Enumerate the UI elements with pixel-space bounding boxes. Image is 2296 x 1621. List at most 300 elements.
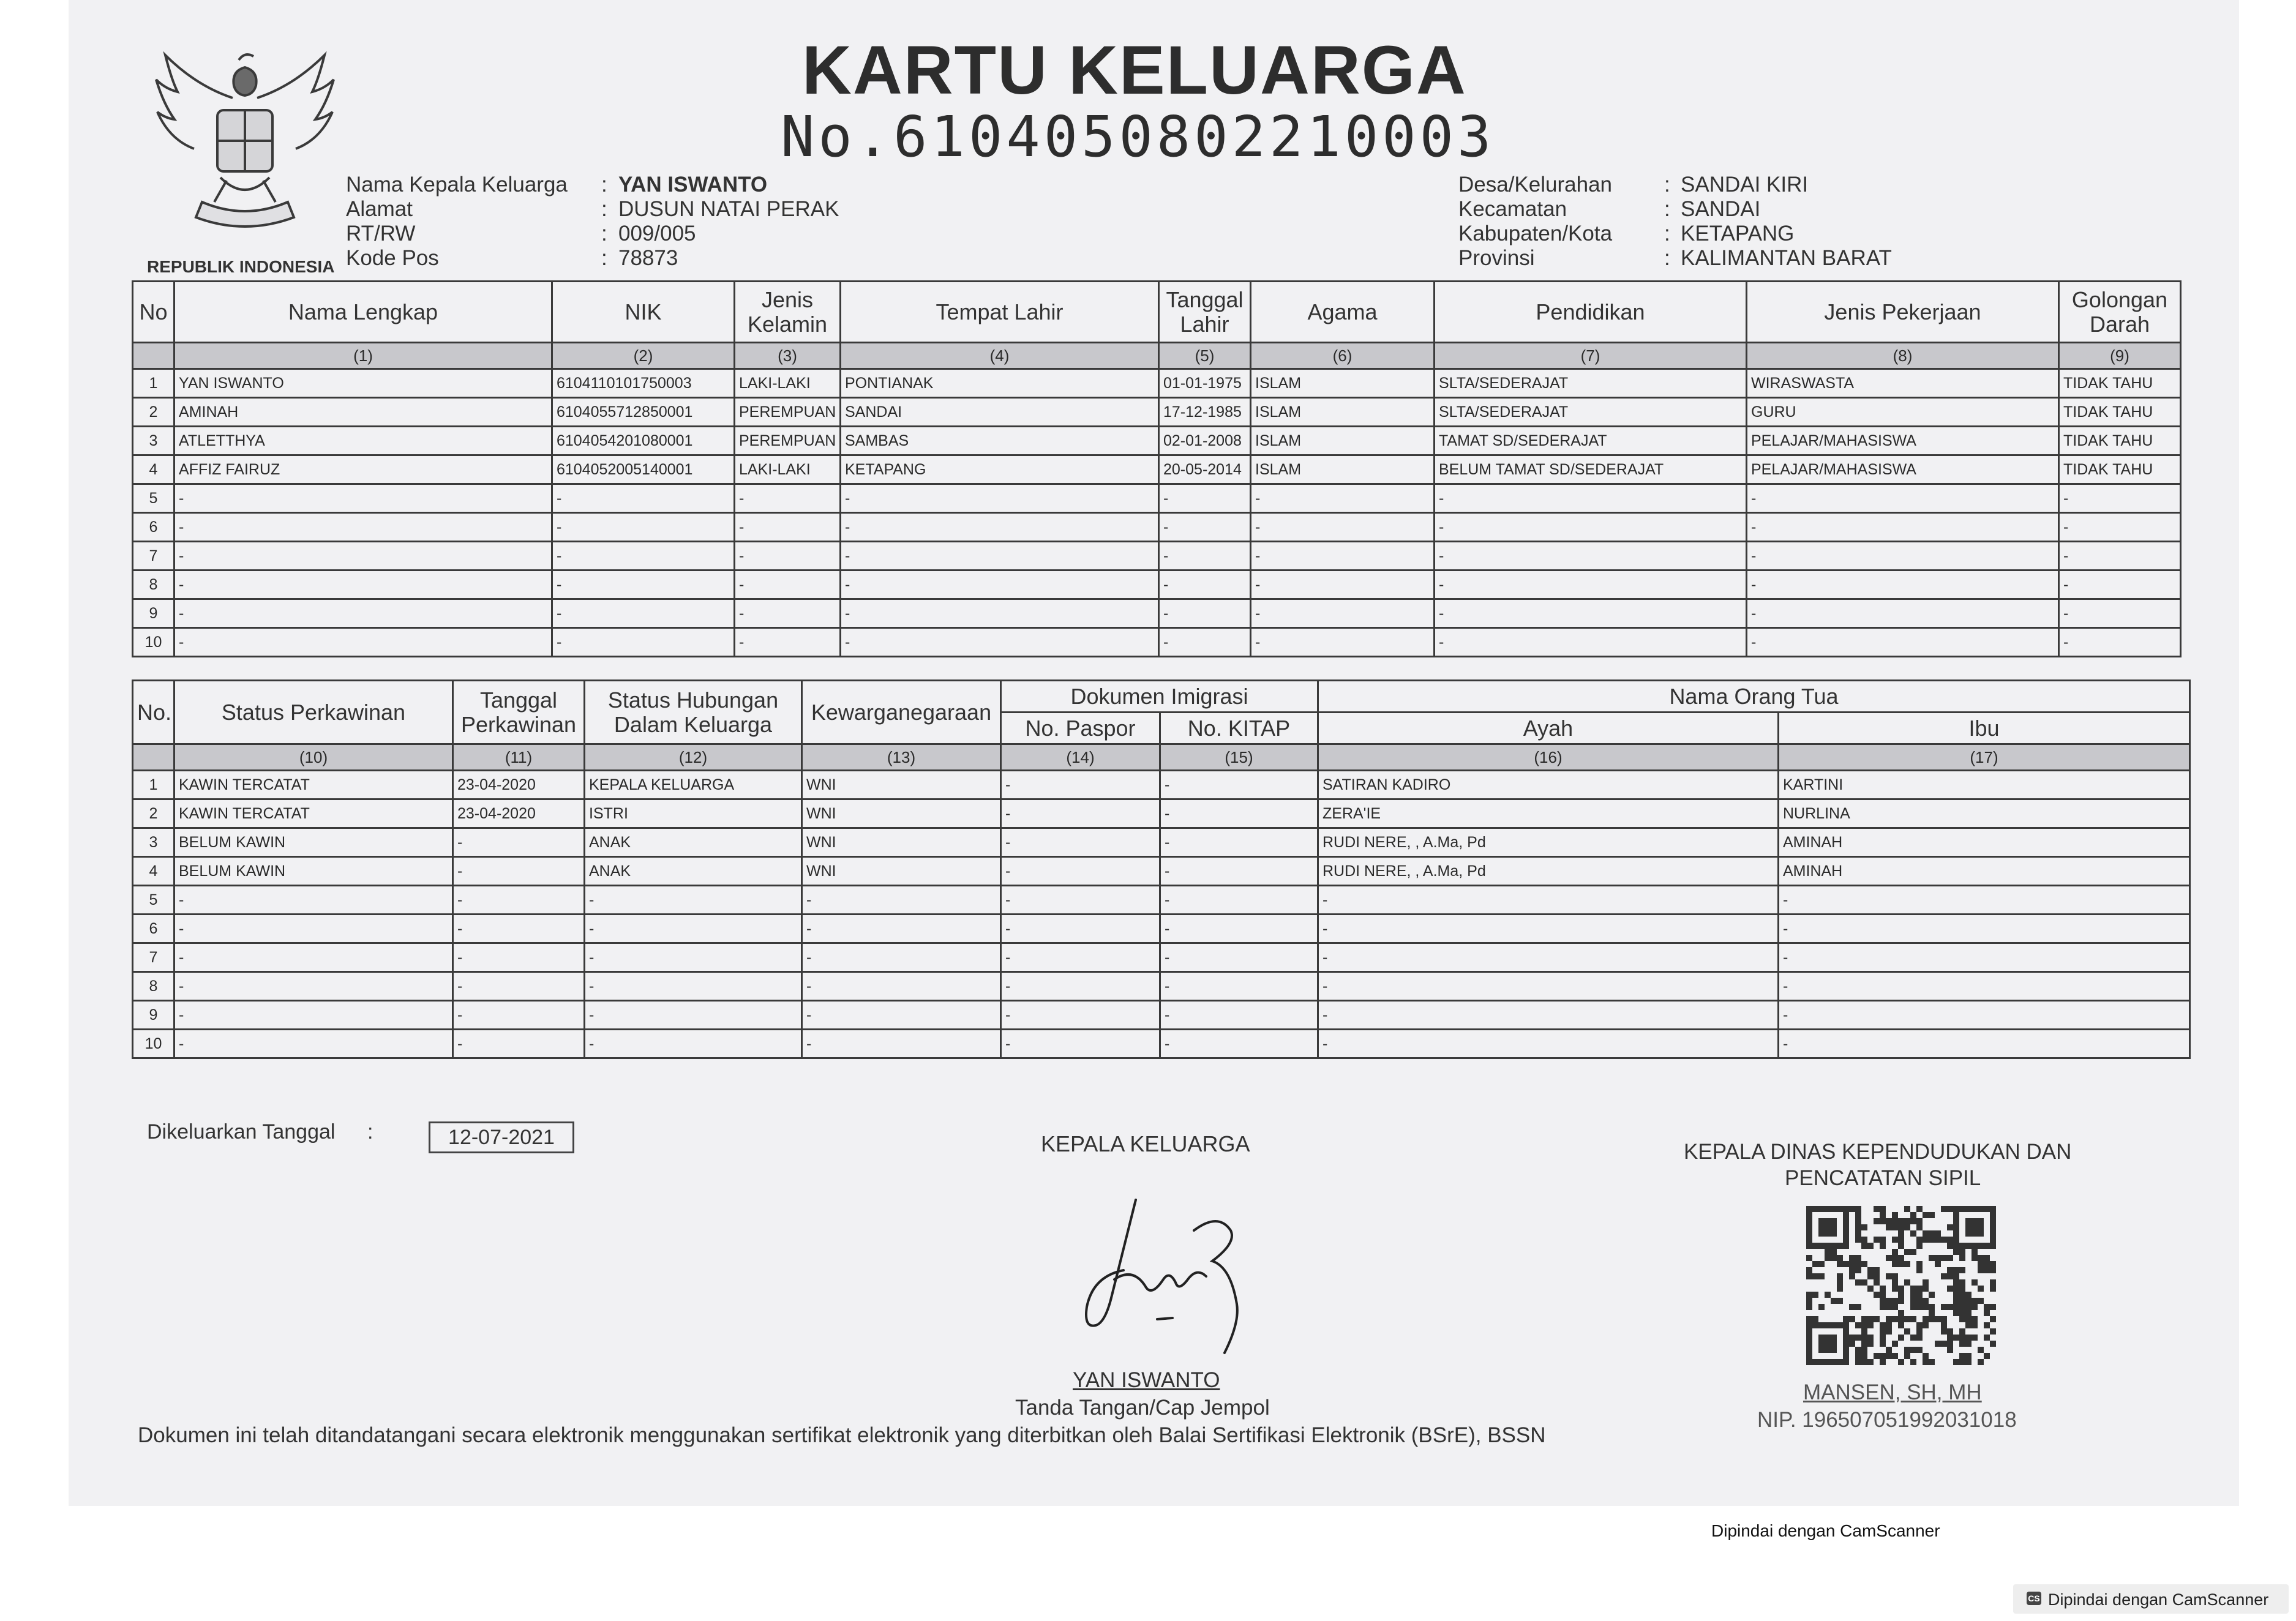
table-cell: - xyxy=(585,886,802,915)
row-number: 8 xyxy=(133,972,174,1001)
table-row xyxy=(133,599,2181,628)
table-cell: - xyxy=(735,542,841,571)
issued-label: Dikeluarkan Tanggal xyxy=(147,1120,336,1144)
table-cell: - xyxy=(1159,599,1251,628)
table-cell: - xyxy=(1435,628,1747,657)
table-cell: RUDI NERE, , A.Ma, Pd xyxy=(1318,857,1779,886)
table-cell: - xyxy=(1779,915,2190,943)
table-cell: - xyxy=(1435,484,1747,513)
table-cell: - xyxy=(174,886,453,915)
header-colon: : xyxy=(601,222,607,245)
table-cell: - xyxy=(1435,571,1747,599)
column-number: (7) xyxy=(1435,343,1747,369)
signature-icon xyxy=(1047,1194,1255,1359)
issued-date: 12-07-2021 xyxy=(429,1121,574,1153)
table-cell: - xyxy=(802,915,1001,943)
table-cell: 01-01-1975 xyxy=(1159,369,1251,398)
table2-header-row xyxy=(133,681,2190,713)
column-header: Kewarganegaraan xyxy=(802,681,1001,744)
table-row xyxy=(133,1030,2190,1058)
table-cell: PEREMPUAN xyxy=(735,398,841,427)
table-cell: TIDAK TAHU xyxy=(2059,369,2181,398)
table-cell: - xyxy=(453,972,585,1001)
official-title: PENCATATAN SIPIL xyxy=(1785,1166,1981,1190)
table-cell: ISTRI xyxy=(585,799,802,828)
header-label-kabupaten: Kabupaten/Kota xyxy=(1458,222,1613,245)
table-cell: - xyxy=(174,1030,453,1058)
table-cell: - xyxy=(1318,915,1779,943)
column-number: (9) xyxy=(2059,343,2181,369)
table-cell: - xyxy=(1251,484,1435,513)
column-header: Nama Orang Tua xyxy=(1318,681,2190,713)
header-label-kepala: Nama Kepala Keluarga xyxy=(346,173,568,197)
table-cell: - xyxy=(453,886,585,915)
table-cell: TIDAK TAHU xyxy=(2059,427,2181,455)
header-label-kodepos: Kode Pos xyxy=(346,246,439,270)
table-row xyxy=(133,542,2181,571)
table-cell: - xyxy=(1251,513,1435,542)
table-cell: - xyxy=(1251,571,1435,599)
column-header: Ibu xyxy=(1779,713,2190,744)
column-number: (17) xyxy=(1779,744,2190,771)
table-cell: - xyxy=(1001,886,1160,915)
table-cell: AMINAH xyxy=(1779,857,2190,886)
table-cell: - xyxy=(1160,972,1318,1001)
table-cell: - xyxy=(2059,628,2181,657)
table-row xyxy=(133,571,2181,599)
table-cell: - xyxy=(2059,542,2181,571)
table-cell: - xyxy=(1160,1030,1318,1058)
table-cell: - xyxy=(1159,571,1251,599)
header-colon: : xyxy=(1664,197,1670,221)
table-cell: - xyxy=(735,599,841,628)
column-number: (11) xyxy=(453,744,585,771)
column-header: Nama Lengkap xyxy=(174,282,552,343)
issued-colon: : xyxy=(367,1120,373,1144)
table-row xyxy=(133,857,2190,886)
header-colon: : xyxy=(1664,173,1670,197)
table-cell: RUDI NERE, , A.Ma, Pd xyxy=(1318,828,1779,857)
table-cell: ISLAM xyxy=(1251,427,1435,455)
table-cell: PELAJAR/MAHASISWA xyxy=(1747,427,2059,455)
table-cell: - xyxy=(735,628,841,657)
table-row xyxy=(133,484,2181,513)
table-cell: - xyxy=(1001,915,1160,943)
table-cell: - xyxy=(2059,571,2181,599)
table-cell: - xyxy=(1160,857,1318,886)
row-number: 3 xyxy=(133,427,174,455)
table-cell: - xyxy=(1001,972,1160,1001)
table-cell: - xyxy=(1001,799,1160,828)
family-head-name: YAN ISWANTO xyxy=(1073,1368,1220,1392)
table-cell: LAKI-LAKI xyxy=(735,369,841,398)
table-cell: - xyxy=(2059,513,2181,542)
table-cell: - xyxy=(552,599,735,628)
table-cell: - xyxy=(1159,542,1251,571)
header-colon: : xyxy=(601,173,607,197)
table-cell: - xyxy=(174,1001,453,1030)
column-number xyxy=(133,343,174,369)
table-cell: - xyxy=(1747,542,2059,571)
row-number: 3 xyxy=(133,828,174,857)
column-header: Status Perkawinan xyxy=(174,681,453,744)
table-cell: - xyxy=(1435,542,1747,571)
table-cell: - xyxy=(1318,1001,1779,1030)
signature-caption: Tanda Tangan/Cap Jempol xyxy=(1015,1396,1270,1420)
header-label-provinsi: Provinsi xyxy=(1458,246,1535,270)
table-cell: ANAK xyxy=(585,857,802,886)
header-colon: : xyxy=(1664,246,1670,270)
header-colon: : xyxy=(601,197,607,221)
header-value-desa: SANDAI KIRI xyxy=(1681,173,1809,197)
column-number: (13) xyxy=(802,744,1001,771)
table-cell: - xyxy=(1747,513,2059,542)
row-number: 4 xyxy=(133,455,174,484)
table-cell: - xyxy=(453,943,585,972)
row-number: 5 xyxy=(133,886,174,915)
row-number: 4 xyxy=(133,857,174,886)
table-cell: KAWIN TERCATAT xyxy=(174,771,453,799)
table-cell: - xyxy=(2059,484,2181,513)
table-cell: - xyxy=(552,513,735,542)
table-cell: - xyxy=(453,915,585,943)
table-cell: ZERA'IE xyxy=(1318,799,1779,828)
table-cell: - xyxy=(585,972,802,1001)
table-cell: - xyxy=(1160,828,1318,857)
column-header: No. xyxy=(133,681,174,744)
column-number: (3) xyxy=(735,343,841,369)
row-number: 5 xyxy=(133,484,174,513)
column-number: (10) xyxy=(174,744,453,771)
camscanner-icon: CS xyxy=(2027,1592,2041,1605)
header-value-provinsi: KALIMANTAN BARAT xyxy=(1681,246,1892,270)
column-number: (5) xyxy=(1159,343,1251,369)
table-cell: - xyxy=(552,571,735,599)
column-header: Golongan Darah xyxy=(2059,282,2181,343)
table-cell: - xyxy=(1318,1030,1779,1058)
table-cell: - xyxy=(1001,857,1160,886)
table-row xyxy=(133,943,2190,972)
table-cell: WNI xyxy=(802,828,1001,857)
table-cell: - xyxy=(1318,943,1779,972)
table-row xyxy=(133,972,2190,1001)
column-number: (16) xyxy=(1318,744,1779,771)
table-row xyxy=(133,828,2190,857)
table-cell: - xyxy=(1779,1001,2190,1030)
table-cell: - xyxy=(841,571,1159,599)
garuda-emblem-icon xyxy=(147,49,343,257)
table-cell: 6104052005140001 xyxy=(552,455,735,484)
table-cell: - xyxy=(735,484,841,513)
table-cell: - xyxy=(552,542,735,571)
column-number: (4) xyxy=(841,343,1159,369)
table-cell: - xyxy=(552,484,735,513)
table-cell: - xyxy=(552,628,735,657)
table-row xyxy=(133,513,2181,542)
table-cell: 20-05-2014 xyxy=(1159,455,1251,484)
table1-column-number-row xyxy=(133,343,2181,369)
table-cell: - xyxy=(1159,484,1251,513)
table-cell: - xyxy=(453,1030,585,1058)
column-number: (2) xyxy=(552,343,735,369)
table-cell: KETAPANG xyxy=(841,455,1159,484)
table-cell: - xyxy=(1747,599,2059,628)
qr-code-icon xyxy=(1806,1206,1996,1365)
column-number: (6) xyxy=(1251,343,1435,369)
column-header: Pendidikan xyxy=(1435,282,1747,343)
table-cell: - xyxy=(174,943,453,972)
table-cell: PONTIANAK xyxy=(841,369,1159,398)
row-number: 2 xyxy=(133,398,174,427)
column-header: Tempat Lahir xyxy=(841,282,1159,343)
table-cell: KARTINI xyxy=(1779,771,2190,799)
table-row xyxy=(133,799,2190,828)
table-cell: - xyxy=(1747,628,2059,657)
column-header: No. KITAP xyxy=(1160,713,1318,744)
emblem-caption: REPUBLIK INDONESIA xyxy=(147,257,335,276)
row-number: 8 xyxy=(133,571,174,599)
table-cell: AMINAH xyxy=(174,398,552,427)
table-cell: - xyxy=(1779,886,2190,915)
table-row xyxy=(133,886,2190,915)
table-cell: TIDAK TAHU xyxy=(2059,398,2181,427)
table-cell: - xyxy=(1160,799,1318,828)
table-cell: - xyxy=(1001,771,1160,799)
table-cell: - xyxy=(453,1001,585,1030)
camscanner-badge-text: Dipindai dengan CamScanner xyxy=(2048,1590,2269,1609)
header-value-kodepos: 78873 xyxy=(618,246,678,270)
column-header: NIK xyxy=(552,282,735,343)
row-number: 6 xyxy=(133,915,174,943)
table-cell: - xyxy=(453,828,585,857)
table-cell: - xyxy=(1779,1030,2190,1058)
table-cell: - xyxy=(1251,628,1435,657)
table-cell: - xyxy=(453,857,585,886)
header-value-kecamatan: SANDAI xyxy=(1681,197,1761,221)
table-row xyxy=(133,427,2181,455)
table-cell: - xyxy=(174,599,552,628)
table-cell: 02-01-2008 xyxy=(1159,427,1251,455)
table-cell: - xyxy=(174,571,552,599)
table-cell: WNI xyxy=(802,771,1001,799)
family-head-title: KEPALA KELUARGA xyxy=(1041,1131,1250,1156)
column-number xyxy=(133,744,174,771)
table-cell: KEPALA KELUARGA xyxy=(585,771,802,799)
column-header: Agama xyxy=(1251,282,1435,343)
table-cell: - xyxy=(1159,628,1251,657)
column-header: No. Paspor xyxy=(1001,713,1160,744)
table-cell: - xyxy=(735,513,841,542)
table-cell: - xyxy=(585,1001,802,1030)
table-cell: AFFIZ FAIRUZ xyxy=(174,455,552,484)
table-cell: - xyxy=(1435,599,1747,628)
table-row xyxy=(133,455,2181,484)
table-cell: - xyxy=(802,972,1001,1001)
table-cell: - xyxy=(1160,1001,1318,1030)
header-value-alamat: DUSUN NATAI PERAK xyxy=(618,197,839,221)
table-cell: SATIRAN KADIRO xyxy=(1318,771,1779,799)
table-cell: - xyxy=(1001,828,1160,857)
table-cell: BELUM KAWIN xyxy=(174,857,453,886)
official-title: KEPALA DINAS KEPENDUDUKAN DAN xyxy=(1684,1140,2072,1164)
column-header: Jenis Kelamin xyxy=(735,282,841,343)
header-label-alamat: Alamat xyxy=(346,197,413,221)
camscanner-badge xyxy=(2013,1584,2289,1614)
row-number: 10 xyxy=(133,1030,174,1058)
header-label-desa: Desa/Kelurahan xyxy=(1458,173,1612,197)
table-cell: PEREMPUAN xyxy=(735,427,841,455)
column-number: (1) xyxy=(174,343,552,369)
table-cell: 23-04-2020 xyxy=(453,771,585,799)
table-cell: - xyxy=(174,484,552,513)
row-number: 7 xyxy=(133,542,174,571)
row-number: 2 xyxy=(133,799,174,828)
table-cell: - xyxy=(735,571,841,599)
table-cell: - xyxy=(802,943,1001,972)
table-cell: SAMBAS xyxy=(841,427,1159,455)
table-cell: KAWIN TERCATAT xyxy=(174,799,453,828)
header-value-rtrw: 009/005 xyxy=(618,222,696,245)
table-cell: - xyxy=(1251,542,1435,571)
table-cell: - xyxy=(174,542,552,571)
table-cell: ISLAM xyxy=(1251,369,1435,398)
table-cell: 6104054201080001 xyxy=(552,427,735,455)
table2-body xyxy=(133,771,2190,1058)
table-cell: - xyxy=(1779,972,2190,1001)
table-cell: 17-12-1985 xyxy=(1159,398,1251,427)
table-cell: 23-04-2020 xyxy=(453,799,585,828)
table-cell: - xyxy=(1159,513,1251,542)
table-cell: - xyxy=(1747,571,2059,599)
row-number: 9 xyxy=(133,1001,174,1030)
document-title: KARTU KELUARGA xyxy=(802,32,1467,108)
header-value-kepala: YAN ISWANTO xyxy=(618,173,768,197)
table-cell: - xyxy=(841,513,1159,542)
table-cell: BELUM TAMAT SD/SEDERAJAT xyxy=(1435,455,1747,484)
table-cell: - xyxy=(802,1030,1001,1058)
table1-header-row xyxy=(133,282,2181,343)
header-colon: : xyxy=(1664,222,1670,245)
table-row xyxy=(133,369,2181,398)
table-cell: - xyxy=(174,915,453,943)
table-cell: WNI xyxy=(802,799,1001,828)
table2-column-number-row xyxy=(133,744,2190,771)
column-header: Tanggal Lahir xyxy=(1159,282,1251,343)
table-cell: WIRASWASTA xyxy=(1747,369,2059,398)
table-cell: YAN ISWANTO xyxy=(174,369,552,398)
table-cell: GURU xyxy=(1747,398,2059,427)
header-colon: : xyxy=(601,246,607,270)
table-cell: - xyxy=(841,628,1159,657)
column-header: Jenis Pekerjaan xyxy=(1747,282,2059,343)
table-cell: - xyxy=(2059,599,2181,628)
table-cell: - xyxy=(1001,1001,1160,1030)
row-number: 7 xyxy=(133,943,174,972)
table-cell: ATLETTHYA xyxy=(174,427,552,455)
table-cell: - xyxy=(802,1001,1001,1030)
table-cell: 6104055712850001 xyxy=(552,398,735,427)
row-number: 1 xyxy=(133,369,174,398)
table-cell: - xyxy=(1435,513,1747,542)
table-cell: BELUM KAWIN xyxy=(174,828,453,857)
table-cell: - xyxy=(585,1030,802,1058)
table-cell: - xyxy=(174,513,552,542)
header-label-rtrw: RT/RW xyxy=(346,222,416,245)
family-status-table xyxy=(132,679,2191,1059)
column-number: (8) xyxy=(1747,343,2059,369)
column-header: Tanggal Perkawinan xyxy=(453,681,585,744)
table-cell: - xyxy=(1779,943,2190,972)
table-cell: - xyxy=(1747,484,2059,513)
table-cell: SLTA/SEDERAJAT xyxy=(1435,369,1747,398)
column-number: (15) xyxy=(1160,744,1318,771)
table-row xyxy=(133,398,2181,427)
table-cell: - xyxy=(1160,886,1318,915)
row-number: 10 xyxy=(133,628,174,657)
table-cell: - xyxy=(841,542,1159,571)
table-cell: - xyxy=(1001,943,1160,972)
document-number: No.6104050802210003 xyxy=(781,104,1495,170)
table-cell: - xyxy=(1160,915,1318,943)
column-header: Status Hubungan Dalam Keluarga xyxy=(585,681,802,744)
table-cell: - xyxy=(585,915,802,943)
table-cell: - xyxy=(1001,1030,1160,1058)
table-cell: - xyxy=(585,943,802,972)
table-cell: - xyxy=(841,484,1159,513)
table-row xyxy=(133,1001,2190,1030)
table-cell: ISLAM xyxy=(1251,398,1435,427)
table-cell: - xyxy=(1318,972,1779,1001)
table-cell: PELAJAR/MAHASISWA xyxy=(1747,455,2059,484)
table-cell: - xyxy=(841,599,1159,628)
column-header: Dokumen Imigrasi xyxy=(1001,681,1318,713)
column-number: (12) xyxy=(585,744,802,771)
official-nip: NIP. 196507051992031018 xyxy=(1757,1408,2017,1432)
electronic-signature-note: Dokumen ini telah ditandatangani secara elektronik menggunakan sertifikat elektronik yang diterbitkan oleh Balai Sertifikasi Elektronik (BSrE), BSSN xyxy=(138,1423,1546,1447)
header-label-kecamatan: Kecamatan xyxy=(1458,197,1567,221)
table-cell: AMINAH xyxy=(1779,828,2190,857)
table-cell: - xyxy=(1160,943,1318,972)
table-cell: NURLINA xyxy=(1779,799,2190,828)
table-row xyxy=(133,915,2190,943)
table-cell: - xyxy=(1160,771,1318,799)
official-name: MANSEN, SH, MH xyxy=(1803,1380,1982,1404)
table-cell: - xyxy=(1318,886,1779,915)
table-cell: TIDAK TAHU xyxy=(2059,455,2181,484)
header-value-kabupaten: KETAPANG xyxy=(1681,222,1795,245)
table-cell: WNI xyxy=(802,857,1001,886)
table-cell: LAKI-LAKI xyxy=(735,455,841,484)
table-cell: 6104110101750003 xyxy=(552,369,735,398)
table1-body xyxy=(133,369,2181,657)
table-cell: - xyxy=(1251,599,1435,628)
table-cell: - xyxy=(174,628,552,657)
table-row xyxy=(133,771,2190,799)
row-number: 9 xyxy=(133,599,174,628)
table-cell: - xyxy=(174,972,453,1001)
table-cell: ANAK xyxy=(585,828,802,857)
row-number: 6 xyxy=(133,513,174,542)
table-cell: - xyxy=(802,886,1001,915)
camscanner-watermark: Dipindai dengan CamScanner xyxy=(1711,1521,1940,1540)
table-cell: SLTA/SEDERAJAT xyxy=(1435,398,1747,427)
column-header: Ayah xyxy=(1318,713,1779,744)
table-cell: TAMAT SD/SEDERAJAT xyxy=(1435,427,1747,455)
column-number: (14) xyxy=(1001,744,1160,771)
table-row xyxy=(133,628,2181,657)
table-cell: SANDAI xyxy=(841,398,1159,427)
table-cell: ISLAM xyxy=(1251,455,1435,484)
